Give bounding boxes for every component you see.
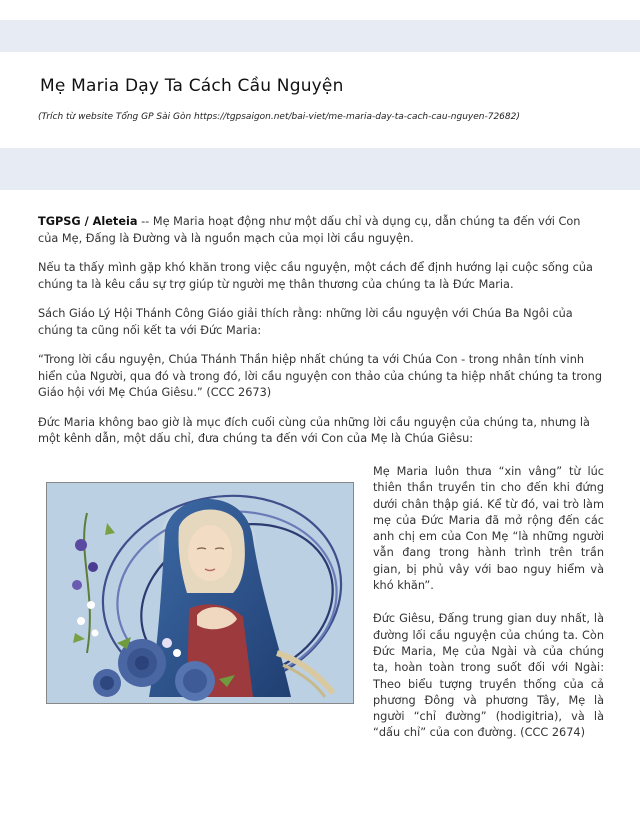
page-title: Mẹ Maria Dạy Ta Cách Cầu Nguyện (40, 76, 344, 96)
paragraph: Đức Maria không bao giờ là mục đích cuối cùng của những lời cầu nguyện của chúng ta, nhưng là một kênh dẫn, một dấu chỉ, đưa chúng ta đến với Con của Mẹ là Chúa Giêsu: (38, 415, 590, 445)
mary-artwork (47, 483, 353, 703)
intro-text: -- Mẹ Maria hoạt động như một dấu chỉ và dụng cụ, dẫn chúng ta đến với Con của Mẹ, Đấng là Đường và là nguồn mạch của mọi lời cầu nguyện. (38, 215, 581, 245)
side-column (373, 464, 604, 759)
side-paragraph: Mẹ Maria luôn thưa “xin vâng” từ lúc thiên thần truyền tin cho đến khi đứng dưới chân thập giá. Kể từ đó, vai trò làm mẹ của Đức Maria đã mở rộng đến các anh chị em của Con Mẹ “là những người vẫn đang trong hành trình trên trần gian, bị phủ vây với bao nguy hiểm và khó khăn”. (373, 465, 604, 593)
top-banner (0, 20, 640, 52)
intro-paragraph (38, 214, 604, 247)
intro-label: TGPSG / Aleteia (38, 215, 138, 228)
article-body (38, 214, 604, 461)
virgin-mary-illustration (46, 482, 354, 704)
paragraph: Nếu ta thấy mình gặp khó khăn trong việc cầu nguyện, một cách để định hướng lại cuộc sống của chúng ta là kêu cầu sự trợ giúp từ người mẹ thân thương của chúng ta là Đức Maria. (38, 261, 593, 291)
paragraph: Sách Giáo Lý Hội Thánh Công Giáo giải thích rằng: những lời cầu nguyện với Chúa Ba Ngôi của chúng ta cũng nối kết ta với Đức Maria: (38, 307, 573, 337)
quote-paragraph: “Trong lời cầu nguyện, Chúa Thánh Thần hiệp nhất chúng ta với Chúa Con - trong nhân tính vinh hiển của Người, qua đó và trong đó, lời cầu nguyện con thảo của chúng ta hiệp nhất chúng ta trong Giáo hội với Mẹ Chúa Giêsu.” (CCC 2673) (38, 353, 602, 399)
source-citation: (Trích từ website Tổng GP Sài Gòn https://tgpsaigon.net/bai-viet/me-maria-day-ta-cach-cau-nguyen-72682) (38, 112, 520, 122)
divider-banner (0, 148, 640, 190)
side-paragraph: Đức Giêsu, Đấng trung gian duy nhất, là đường lối cầu nguyện của chúng ta. Còn Đức Maria, Mẹ của Ngài và của chúng ta, hoàn toàn trong suốt đối với Ngài: Theo biểu tượng truyền thống của cả phương Đông và phương Tây, Mẹ là người “chỉ đường” (hodigitria), và là “dấu chỉ” của con đường. (CCC 2674) (373, 612, 604, 740)
face (188, 525, 232, 581)
